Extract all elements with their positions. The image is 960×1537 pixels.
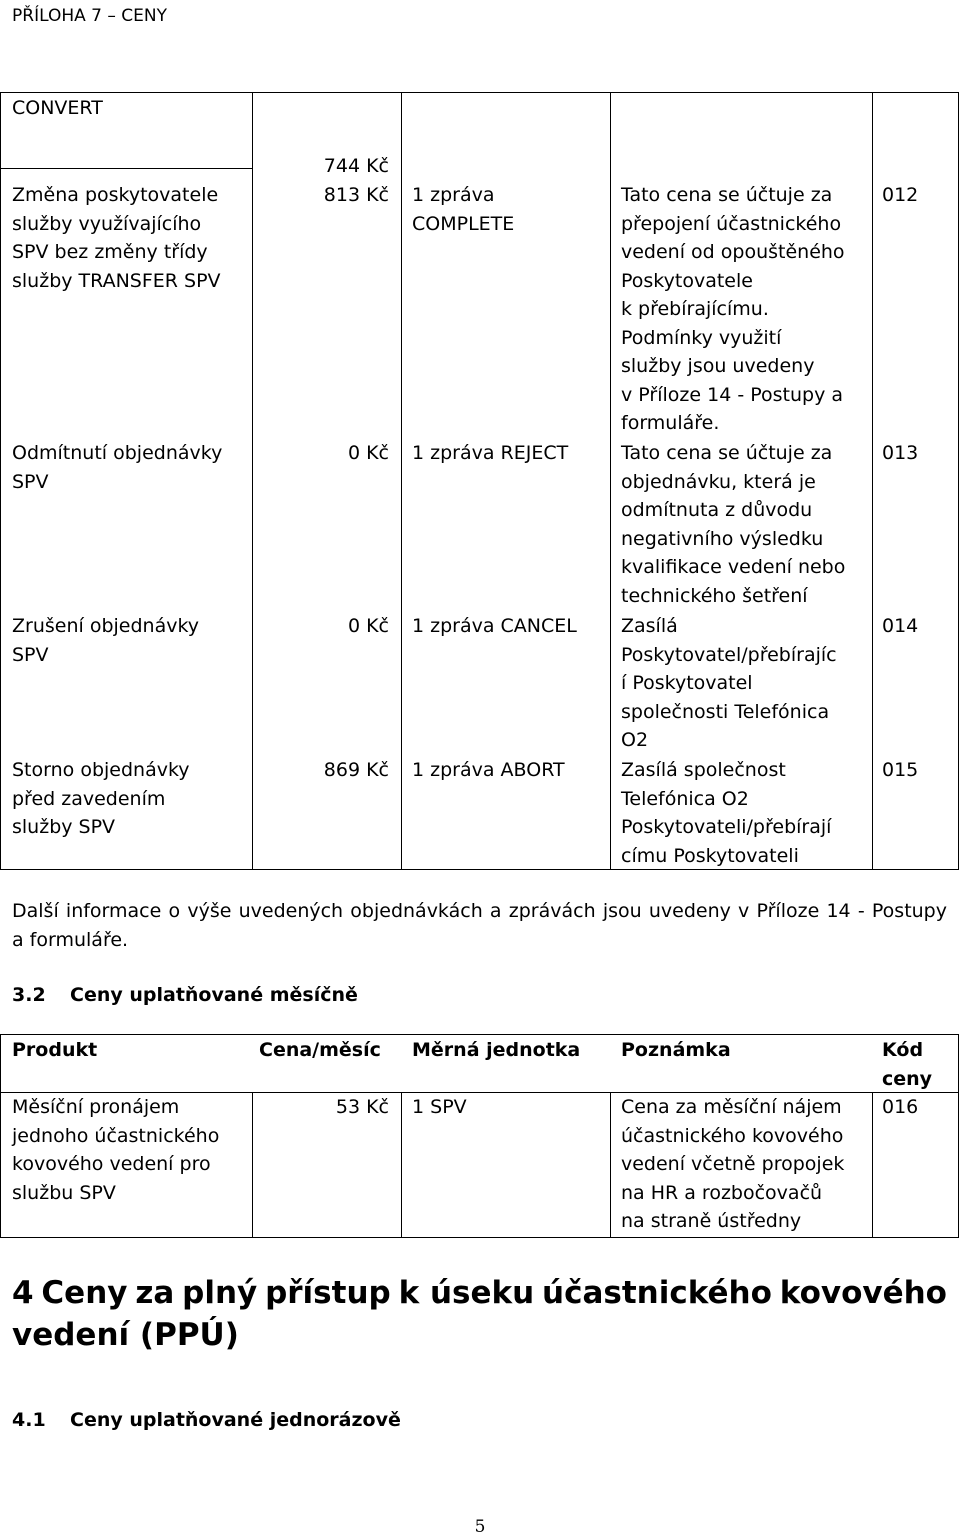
section-4-heading-line-1 — [12, 1272, 947, 1314]
table-divider — [610, 92, 611, 870]
table-border-right — [958, 92, 959, 870]
table-border-right — [958, 1034, 959, 1238]
price-code: 014 — [882, 615, 919, 637]
note: Cena za měsíční nájem účastnického kovového vedení včetně propojek na HR a rozbočovačů na straně ústředny — [621, 1096, 845, 1232]
convert-price-table — [0, 92, 959, 870]
note: Zasílá společnost Telefónica O2 Poskytovateli/přebírají címu Poskytovateli — [621, 759, 832, 867]
section-4-heading — [12, 1272, 947, 1356]
table-divider — [252, 92, 253, 870]
section-number: 4 — [12, 1275, 34, 1311]
unit: 1 zpráva ABORT — [412, 759, 565, 781]
table-border-bottom — [0, 1237, 959, 1238]
heading-word: účastnického — [542, 1275, 772, 1311]
section-number: 3.2 — [12, 984, 46, 1006]
unit: 1 zpráva CANCEL — [412, 615, 577, 637]
heading-word: k úseku — [398, 1275, 535, 1311]
heading-word: za — [135, 1275, 175, 1311]
note: Tato cena se účtuje za přepojení účastnického vedení od opouštěného Poskytovatele k přebírajícímu. Podmínky využití služby jsou uvedeny v Příloze 14 - Postupy a formuláře. — [621, 184, 845, 434]
table-border-top — [0, 92, 959, 93]
page-header: PŘÍLOHA 7 – CENY — [12, 6, 167, 26]
table-divider — [401, 1092, 402, 1238]
service-name: Odmítnutí objednávky SPV — [12, 442, 223, 493]
price-code: 015 — [882, 759, 919, 781]
table-divider — [872, 1092, 873, 1238]
heading-word: Ceny — [41, 1275, 128, 1311]
price: 0 Kč — [347, 615, 389, 637]
section-number: 4.1 — [12, 1409, 46, 1431]
service-name: Zrušení objednávky SPV — [12, 615, 200, 666]
heading-word: kovového — [779, 1275, 947, 1311]
section-4-1-heading — [12, 1406, 401, 1435]
monthly-price-table — [0, 1034, 959, 1238]
column-header-note: Poznámka — [621, 1039, 731, 1061]
page-number: 5 — [474, 1517, 486, 1537]
price: 869 Kč — [323, 759, 389, 781]
note: Tato cena se účtuje za objednávku, která je odmítnuta z důvodu negativního výsledku kvalifikace vedení nebo technického šetření — [621, 442, 846, 607]
heading-word: plný — [182, 1275, 258, 1311]
price: 53 Kč — [335, 1096, 389, 1118]
service-name: Změna poskytovatele služby využívajícího SPV bez změny třídy služby TRANSFER SPV — [12, 184, 221, 292]
price: 744 Kč 813 Kč — [323, 155, 389, 206]
price: 0 Kč — [347, 442, 389, 464]
table-divider — [0, 168, 253, 169]
column-header-code: Kód ceny — [882, 1039, 933, 1090]
column-header-price: Cena/měsíc — [259, 1039, 381, 1061]
column-header-product: Produkt — [12, 1039, 98, 1061]
table-divider — [401, 92, 402, 870]
table-border-top — [0, 1034, 959, 1035]
unit: 1 zpráva COMPLETE — [412, 184, 515, 235]
price-code: 012 — [882, 184, 919, 206]
section-title: Ceny uplatňované jednorázově — [70, 1409, 401, 1431]
section-title: Ceny uplatňované měsíčně — [70, 984, 358, 1006]
section-4-heading-line-2: vedení (PPÚ) — [12, 1317, 239, 1353]
table-divider — [872, 92, 873, 870]
column-header-unit: Měrná jednotka — [412, 1039, 581, 1061]
section-3-2-heading — [12, 981, 358, 1010]
info-paragraph: Další informace o výše uvedených objednávkách a zprávách jsou uvedeny v Příloze 14 - Postupy a formuláře. — [12, 900, 947, 951]
table-divider — [610, 1092, 611, 1238]
table-border-left — [0, 92, 1, 870]
price-code: 013 — [882, 442, 919, 464]
table-title: CONVERT — [12, 97, 103, 119]
table-border-left — [0, 1034, 1, 1238]
unit: 1 zpráva REJECT — [412, 442, 569, 464]
table-divider — [252, 1092, 253, 1238]
product-name: Měsíční pronájem jednoho účastnického kovového vedení pro službu SPV — [12, 1096, 220, 1204]
price-code: 016 — [882, 1096, 919, 1118]
heading-word: přístup — [265, 1275, 391, 1311]
note: Zasílá Poskytovatel/přebírajíc í Poskytovatel společnosti Telefónica O2 — [621, 615, 837, 751]
service-name: Storno objednávky před zavedením služby SPV — [12, 759, 190, 838]
unit: 1 SPV — [412, 1096, 467, 1118]
